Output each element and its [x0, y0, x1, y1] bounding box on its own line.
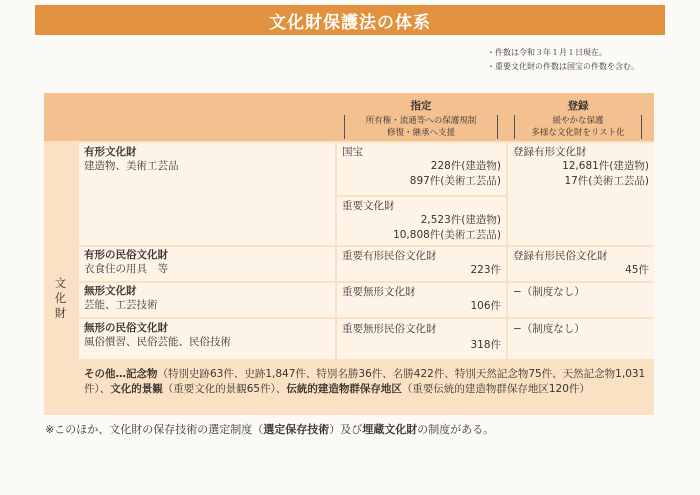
row-intangible-category: 無形文化財 芸能、工芸技術 — [79, 283, 335, 317]
page-title: 文化財保護法の体系 — [35, 5, 665, 35]
note-item: ・件数は令和３年１月１日現在。 — [487, 48, 607, 57]
table-header — [44, 93, 654, 141]
header-registration-title: 登録 — [567, 100, 589, 112]
note-item: ・重要文化財の件数は国宝の件数を含む。 — [487, 62, 639, 71]
footer-note: ※このほか、文化財の保存技術の選定制度（選定保存技術）及び埋蔵文化財の制度がある。 — [45, 423, 495, 436]
cell-important-tangible-folk: 重要有形民俗文化財 223件 — [337, 247, 506, 281]
cell-national-treasure: 国宝 228件(建造物) 897件(美術工芸品) — [337, 143, 506, 195]
other-properties: その他…記念物（特別史跡63件、史跡1,847件、特別名勝36件、名勝422件、特別天然記念物75件、天然記念物1,031件）、文化的景観（重要文化的景観65件）、伝統的建造物群保存地区（重要伝統的建造物群保存地区120件） — [84, 368, 646, 395]
cultural-property-label: 文 化 財 — [54, 276, 67, 320]
category-name: 有形文化財 — [84, 146, 137, 158]
category-desc: 建造物、美術工芸品 — [84, 160, 179, 172]
cell-registered-tangible: 登録有形文化財 12,681件(建造物) 17件(美術工芸品) — [508, 143, 654, 245]
header-registration-sub: 緩やかな保護 多様な文化財をリスト化 — [514, 115, 642, 139]
header-registration — [514, 98, 642, 139]
cell-registered-intangible-folk: −（制度なし） — [508, 319, 654, 359]
header-designation-sub: 所有権・流通等への保護規制 修復・継承へ支援 — [344, 115, 498, 139]
row-tangible-category — [79, 143, 335, 245]
header-designation-title: 指定 — [410, 100, 432, 112]
header-designation — [344, 98, 498, 139]
cell-registered-tangible-folk: 登録有形民俗文化財 45件 — [508, 247, 654, 281]
notes — [487, 46, 639, 74]
cell-important-intangible: 重要無形文化財 106件 — [337, 283, 506, 317]
row-intangible-folk-category: 無形の民俗文化財 風俗慣習、民俗芸能、民俗技術 — [79, 319, 335, 359]
row-tangible-folk-category: 有形の民俗文化財 衣食住の用具 等 — [79, 247, 335, 281]
cell-important-intangible-folk: 重要無形民俗文化財 318件 — [337, 319, 506, 359]
system-table — [44, 93, 654, 415]
cell-important-cultural-property: 重要文化財 2,523件(建造物) 10,808件(美術工芸品) — [337, 197, 506, 245]
cell-registered-intangible: −（制度なし） — [508, 283, 654, 317]
